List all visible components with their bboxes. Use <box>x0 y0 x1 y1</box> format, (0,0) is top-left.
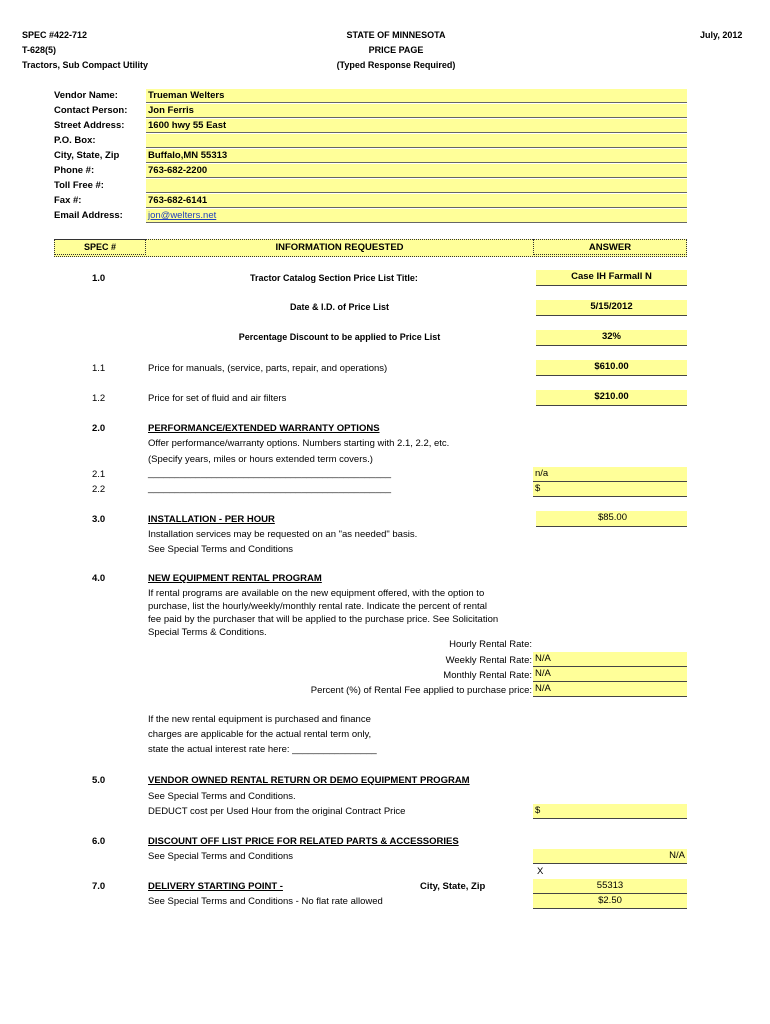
response-note: (Typed Response Required) <box>336 60 456 70</box>
parts-discount-x: X <box>537 866 544 877</box>
phone-label: Phone #: <box>54 165 95 176</box>
po-box-label: P.O. Box: <box>54 135 96 146</box>
table-header-info: INFORMATION REQUESTED <box>275 242 404 253</box>
price-list-date-label: Date & I.D. of Price List <box>289 302 390 312</box>
page-title: PRICE PAGE <box>368 45 424 55</box>
toll-free-label: Toll Free #: <box>54 180 104 191</box>
warranty-option-2-1-blank: ______________________________________________ <box>148 468 392 479</box>
fax-label: Fax #: <box>54 195 82 206</box>
weekly-rate-field[interactable]: N/A <box>533 652 687 667</box>
delivery-text: See Special Terms and Conditions - No flat rate allowed <box>148 896 383 907</box>
delivery-title: DELIVERY STARTING POINT - <box>148 881 283 892</box>
warranty-option-2-1-field[interactable]: n/a <box>533 467 687 482</box>
parts-discount-title: DISCOUNT OFF LIST PRICE FOR RELATED PARTS & ACCESSORIES <box>148 836 459 847</box>
email-link[interactable]: jon@welters.net <box>148 210 217 221</box>
installation-text-1: Installation services may be requested on an "as needed" basis. <box>148 529 418 540</box>
state-title: STATE OF MINNESOTA <box>346 30 446 40</box>
category-title: Tractors, Sub Compact Utility <box>22 60 149 70</box>
section-2-2-number: 2.2 <box>92 484 106 495</box>
vendor-name-field[interactable]: Trueman Welters <box>146 89 687 103</box>
document-date: July, 2012 <box>700 30 743 40</box>
parts-discount-text: See Special Terms and Conditions <box>148 851 294 862</box>
deduct-cost-field[interactable]: $ <box>533 804 687 819</box>
city-state-zip-label: City, State, Zip <box>54 150 120 161</box>
weekly-rate-label: Weekly Rental Rate: <box>445 655 532 666</box>
demo-text-2: DEDUCT cost per Used Hour from the original Contract Price <box>148 806 406 817</box>
percent-fee-field[interactable]: N/A <box>533 682 687 697</box>
rental-text-1: If rental programs are available on the new equipment offered, with the option to <box>148 588 485 599</box>
contact-person-label: Contact Person: <box>54 105 128 116</box>
table-header-answer: ANSWER <box>588 242 632 253</box>
demo-text-1: See Special Terms and Conditions. <box>148 791 296 802</box>
delivery-zip-field[interactable]: 55313 <box>533 879 687 894</box>
email-label: Email Address: <box>54 210 123 221</box>
vendor-name-label: Vendor Name: <box>54 90 118 101</box>
hourly-rate-label: Hourly Rental Rate: <box>449 639 532 650</box>
parts-discount-field[interactable]: N/A <box>533 849 687 864</box>
monthly-rate-label: Monthly Rental Rate: <box>443 670 532 681</box>
warranty-text-1: Offer performance/warranty options. Numbers starting with 2.1, 2.2, etc. <box>148 438 450 449</box>
table-header-spec: SPEC # <box>83 242 116 252</box>
manuals-price-label: Price for manuals, (service, parts, repair, and operations) <box>148 363 388 374</box>
delivery-city-state-zip-label: City, State, Zip <box>420 881 486 892</box>
section-2-0-number: 2.0 <box>92 423 106 434</box>
rental-text-4: Special Terms & Conditions. <box>148 627 267 638</box>
section-1-2-number: 1.2 <box>92 393 106 404</box>
delivery-rate-field[interactable]: $2.50 <box>533 894 687 909</box>
demo-program-title: VENDOR OWNED RENTAL RETURN OR DEMO EQUIPMENT PROGRAM <box>148 775 470 786</box>
spec-number: SPEC #422-712 <box>22 30 88 40</box>
finance-text-2: charges are applicable for the actual rental term only, <box>148 729 372 740</box>
catalog-title-field[interactable]: Case IH Farmall N <box>536 270 687 286</box>
warranty-title: PERFORMANCE/EXTENDED WARRANTY OPTIONS <box>148 423 380 434</box>
warranty-option-2-2-field[interactable]: $ <box>533 482 687 497</box>
section-7-0-number: 7.0 <box>92 881 106 892</box>
discount-field[interactable]: 32% <box>536 330 687 346</box>
section-3-0-number: 3.0 <box>92 514 106 525</box>
percent-fee-label: Percent (%) of Rental Fee applied to purchase price: <box>310 685 532 696</box>
hourly-rate-field[interactable] <box>533 637 687 652</box>
filters-price-field[interactable]: $210.00 <box>536 390 687 406</box>
warranty-text-2: (Specify years, miles or hours extended term covers.) <box>148 454 373 465</box>
street-address-label: Street Address: <box>54 120 125 131</box>
warranty-option-2-2-blank: ______________________________________________ <box>148 483 392 494</box>
toll-free-field[interactable] <box>146 179 687 193</box>
section-6-0-number: 6.0 <box>92 836 106 847</box>
installation-text-2: See Special Terms and Conditions <box>148 544 294 555</box>
section-2-1-number: 2.1 <box>92 469 106 480</box>
form-number: T-628(5) <box>22 45 57 55</box>
contact-person-field[interactable]: Jon Ferris <box>146 104 687 118</box>
rental-program-title: NEW EQUIPMENT RENTAL PROGRAM <box>148 573 322 584</box>
city-state-zip-field[interactable]: Buffalo,MN 55313 <box>146 149 687 163</box>
catalog-title-label: Tractor Catalog Section Price List Title: <box>250 273 418 283</box>
rental-text-2: purchase, list the hourly/weekly/monthly rental rate. Indicate the percent of rental <box>148 601 488 612</box>
fax-field[interactable]: 763-682-6141 <box>146 194 687 208</box>
section-5-0-number: 5.0 <box>92 775 106 786</box>
phone-field[interactable]: 763-682-2200 <box>146 164 687 178</box>
section-1-1-number: 1.1 <box>92 363 106 374</box>
email-field[interactable] <box>146 209 687 223</box>
manuals-price-field[interactable]: $610.00 <box>536 360 687 376</box>
section-1-0-number: 1.0 <box>92 273 106 284</box>
rental-text-3: fee paid by the purchaser that will be applied to the purchase price. See Solicitation <box>148 614 499 625</box>
installation-title: INSTALLATION - PER HOUR <box>148 514 275 525</box>
price-list-date-field[interactable]: 5/15/2012 <box>536 300 687 316</box>
po-box-field[interactable] <box>146 134 687 148</box>
finance-text-3: state the actual interest rate here: ________________ <box>148 744 377 755</box>
section-4-0-number: 4.0 <box>92 573 106 584</box>
street-address-field[interactable]: 1600 hwy 55 East <box>146 119 687 133</box>
discount-label: Percentage Discount to be applied to Price List <box>238 332 441 342</box>
installation-rate-field[interactable]: $85.00 <box>536 511 687 527</box>
monthly-rate-field[interactable]: N/A <box>533 667 687 682</box>
finance-text-1: If the new rental equipment is purchased and finance <box>148 714 371 725</box>
filters-price-label: Price for set of fluid and air filters <box>148 393 287 404</box>
